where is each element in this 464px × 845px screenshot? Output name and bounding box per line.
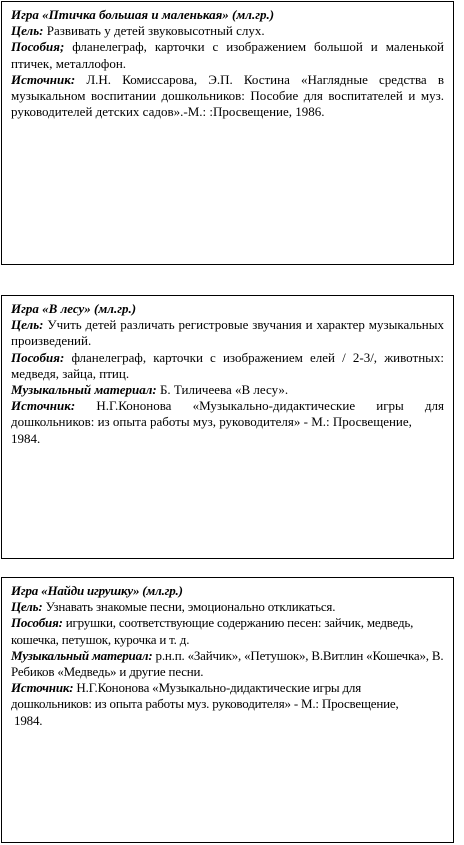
goal-text: Учить детей различать регистровые звучания и характер музыкальных произведений. [11,317,444,349]
aids-line [11,615,444,647]
aids-label: Пособия: [11,615,63,631]
aids-text: фланелеграф, карточки с изображением елей / 2-3/, животных: медведя, зайца, птиц. [11,349,444,381]
card-title: Игра «В лесу» (мл.гр.) [11,301,137,316]
goal-label: Цель: [11,599,43,615]
source-line [11,398,444,430]
aids-label: Пособия: [11,349,65,365]
music-text: Б. Тиличеева «В лесу». [156,382,289,398]
aids-line [11,350,444,382]
game-card-find-toy [1,577,454,843]
aids-text: игрушки, соответствующие содержанию песен: зайчик, медведь, кошечка, петушок, курочка и т. д. [11,615,414,647]
card-title: Игра «Птичка большая и маленькая» (мл.гр.) [11,7,275,22]
goal-label: Цель: [11,23,44,39]
source-line [11,72,444,121]
source-year: 1984. [11,712,43,728]
aids-text: фланелеграф, карточки с изображением большой и маленькой птичек, металлофон. [11,39,444,71]
music-text: р.н.п. «Зайчик», «Петушок», В.Витлин «Кошечка», В. Ребиков «Медведь» и другие песни. [11,647,444,680]
aids-label: Пособия; [11,39,65,55]
goal-label: Цель: [11,317,44,333]
source-text: Н.Г.Кононова «Музыкально-дидактические игры для дошкольников: из опыта работы муз. руководителя» - М.: Просвещение, [11,680,399,712]
source-label: Источник: [11,71,76,87]
source-line [11,680,444,712]
source-label: Источник: [11,398,76,414]
aids-line [11,39,444,71]
goal-line [11,599,444,615]
music-label: Музыкальный материал: [11,382,157,398]
game-card-bird [1,1,454,265]
music-label: Музыкальный материал: [11,647,153,663]
game-card-forest [1,295,454,559]
music-line [11,382,444,398]
goal-text: Развивать у детей звуковысотный слух. [43,23,265,39]
goal-text: Узнавать знакомые песни, эмоционально откликаться. [42,599,336,615]
music-line [11,648,444,680]
source-text: Л.Н. Комиссарова, Э.П. Костина «Наглядные средства в музыкальном воспитании дошкольников: Пособие для воспитателей и муз. руководителей детских садов».-М.: :Просвещение, 1986. [11,71,444,120]
goal-line [11,23,444,39]
source-text: Н.Г.Кононова «Музыкально-дидактические игры для дошкольников: из опыта работы муз, руководителя» - М.: Просвещение, [11,398,444,430]
card-title: Игра «Найди игрушку» (мл.гр.) [11,583,183,598]
source-year: 1984. [11,430,41,446]
goal-line [11,317,444,349]
source-label: Источник: [11,680,74,696]
